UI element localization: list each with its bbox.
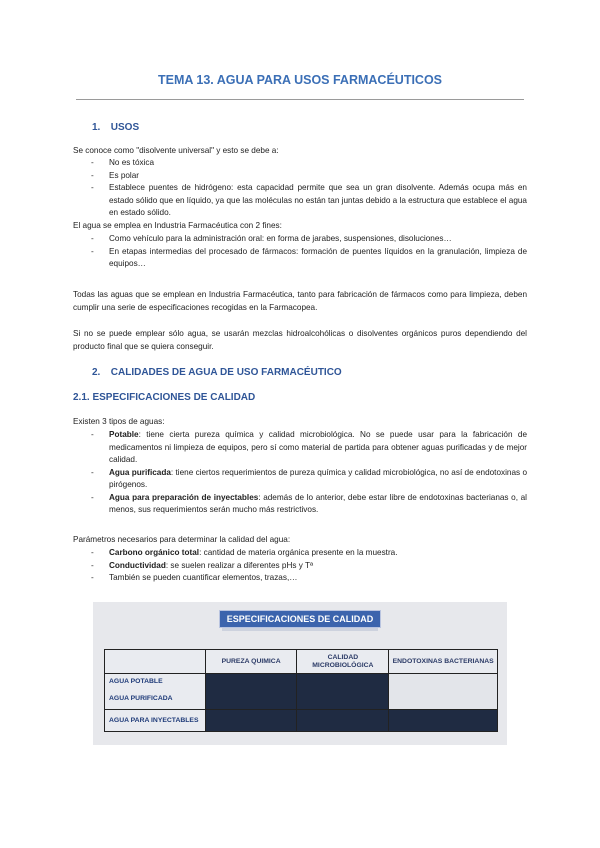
table-cell-filled [297,674,389,710]
title-divider [76,99,524,100]
table-row [105,674,498,710]
quality-specs-table [104,649,498,732]
section-2-title: CALIDADES DE AGUA DE USO FARMACÉUTICO [110,367,342,378]
section-1-heading [92,122,139,133]
section-2-heading [92,367,342,378]
column-header: CALIDAD MICROBIOLÓGICA [297,650,389,674]
list-item: - Carbono orgánico total: cantidad de materia orgánica presente en la muestra. [91,548,398,557]
list-item: - No es tóxica [91,158,155,167]
types-list [73,429,527,517]
row-label: AGUA POTABLE [109,678,163,685]
table-cell-filled [205,710,297,732]
table-cell-filled [205,674,297,710]
column-header: ENDOTOXINAS BACTERIANAS [389,650,498,674]
row-label: AGUA PURIFICADA [109,695,173,702]
table-row [105,710,498,732]
uses-intro: El agua se emplea en Industria Farmacéutica con 2 fines: [73,221,282,230]
list-item: - En etapas intermedias del procesado de fármacos: formación de puentes líquidos en la granulación, limpieza de equipos… [91,246,527,268]
params-intro: Parámetros necesarios para determinar la calidad del agua: [73,535,291,544]
list-item: - Es polar [91,170,140,180]
subsection-heading: 2.1. ESPECIFICACIONES DE CALIDAD [73,392,256,403]
row-label-cell [105,710,206,732]
table-cell-filled [389,710,498,732]
table-cell-empty [389,674,498,710]
uses-list [73,233,527,271]
figure-heading: ESPECIFICACIONES DE CALIDAD [219,610,381,628]
table-corner [105,650,206,674]
reasons-list [73,157,527,220]
row-label: AGUA PARA INYECTABLES [109,717,199,724]
intro-text: Se conoce como "disolvente universal" y esto se debe a: [73,146,279,155]
row-label-cell [105,674,206,710]
section-1-title: USOS [110,122,140,133]
paragraph-1: Todas las aguas que se emplean en Industria Farmacéutica, tanto para fabricación de fármacos como para limpieza, deben cumplir una serie de especificaciones recogidas en la Farmacopea. [73,290,527,312]
column-header: PUREZA QUIMICA [205,650,297,674]
table-cell-filled [297,710,389,732]
list-item: - Conductividad: se suelen realizar a diferentes pHs y Tª [91,560,313,570]
section-2-number: 2. [92,367,101,378]
document-title: TEMA 13. AGUA PARA USOS FARMACÉUTICOS [157,73,443,87]
list-item: - Establece puentes de hidrógeno: esta capacidad permite que sea un gran disolvente. Además ocupa más en estado sólido que en líquido, ya que las moléculas no están tan juntas debido a la estructura que establece el agua en estado sólido. [91,183,527,217]
types-intro: Existen 3 tipos de aguas: [73,417,165,426]
params-list [73,547,527,585]
list-item: - También se pueden cuantificar elementos, trazas,… [91,573,298,582]
list-item: - Agua purificada: tiene ciertos requerimientos de pureza química y calidad microbiológica, no así de endotoxinas o pirógenos. [91,467,527,489]
paragraph-2: Si no se puede emplear sólo agua, se usarán mezclas hidroalcohólicas o disolventes orgánicos puros dependiendo del producto final que se quiera conseguir. [73,329,527,351]
list-item: - Potable: tiene cierta pureza química y calidad microbiológica. No se puede usar para la fabricación de medicamentos ni limpieza de equipos, pero sí como material de partida para obtener aguas purificadas y de mejor calidad. [91,430,527,464]
quality-specs-figure [93,602,507,745]
section-1-number: 1. [92,122,101,133]
table-header-row [105,650,498,674]
list-item: - Como vehículo para la administración oral: en forma de jarabes, suspensiones, disoluciones… [91,234,452,243]
list-item: - Agua para preparación de inyectables: además de lo anterior, debe estar libre de endotoxinas bacterianas o, al menos, sus requerimientos serán mucho más restrictivos. [91,492,527,514]
